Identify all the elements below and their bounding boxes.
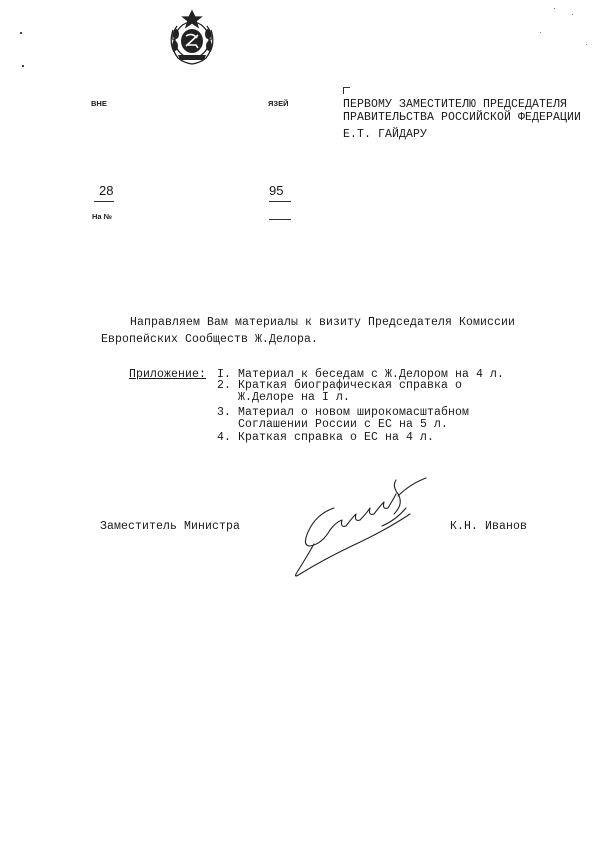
- number-underline: [269, 201, 291, 202]
- signatory-name: К.Н. Иванов: [450, 520, 528, 533]
- attachment-number: 2.: [217, 379, 232, 392]
- letterhead-fragment-middle: ЯЗЕЙ: [268, 99, 289, 108]
- signatory-position: Заместитель Министра: [100, 520, 241, 533]
- reference-fragment: На №: [92, 212, 113, 221]
- address-corner-mark: [343, 87, 350, 94]
- scan-speck: [540, 32, 541, 33]
- reference-underline: [269, 219, 291, 220]
- scan-speck: [586, 44, 587, 45]
- attachment-text-continued: Ж.Делоре на I л.: [238, 391, 351, 404]
- date-day-fragment: 28: [99, 183, 114, 198]
- attachments-label: Приложение:: [129, 368, 207, 381]
- attachment-text: Краткая биографическая справка о: [238, 379, 463, 392]
- body-line-2: Европейских Сообществ Ж.Делора.: [101, 333, 319, 346]
- date-year-fragment: 95: [269, 183, 284, 198]
- addressee-line-2: ПРАВИТЕЛЬСТВА РОССИЙСКОЙ ФЕДЕРАЦИИ: [343, 111, 582, 124]
- scan-speck: [20, 32, 22, 34]
- coat-of-arms-icon: [164, 8, 220, 66]
- letterhead-fragment-left: ВНЕ: [91, 99, 107, 108]
- date-underline: [94, 201, 114, 202]
- attachment-number: I.: [217, 368, 232, 381]
- addressee-line-1: ПЕРВОМУ ЗАМЕСТИТЕЛЮ ПРЕДСЕДАТЕЛЯ: [343, 98, 568, 111]
- scan-speck: [554, 8, 555, 9]
- scan-speck: [22, 65, 24, 67]
- attachment-text: Материал к беседам с Ж.Делором на 4 л.: [238, 368, 505, 381]
- attachment-text: Материал о новом широкомасштабном: [238, 406, 470, 419]
- attachment-text-continued: Соглашении России с ЕС на 5 л.: [238, 418, 449, 431]
- body-line-1: Направляем Вам материалы к визиту Председателя Комиссии: [130, 316, 516, 329]
- attachment-text: Краткая справка о ЕС на 4 л.: [238, 431, 435, 444]
- scan-speck: [572, 14, 573, 15]
- attachment-number: 3.: [217, 406, 232, 419]
- attachment-number: 4.: [217, 431, 232, 444]
- addressee-line-3: Е.Т. ГАЙДАРУ: [343, 128, 428, 141]
- handwritten-signature: [286, 474, 436, 580]
